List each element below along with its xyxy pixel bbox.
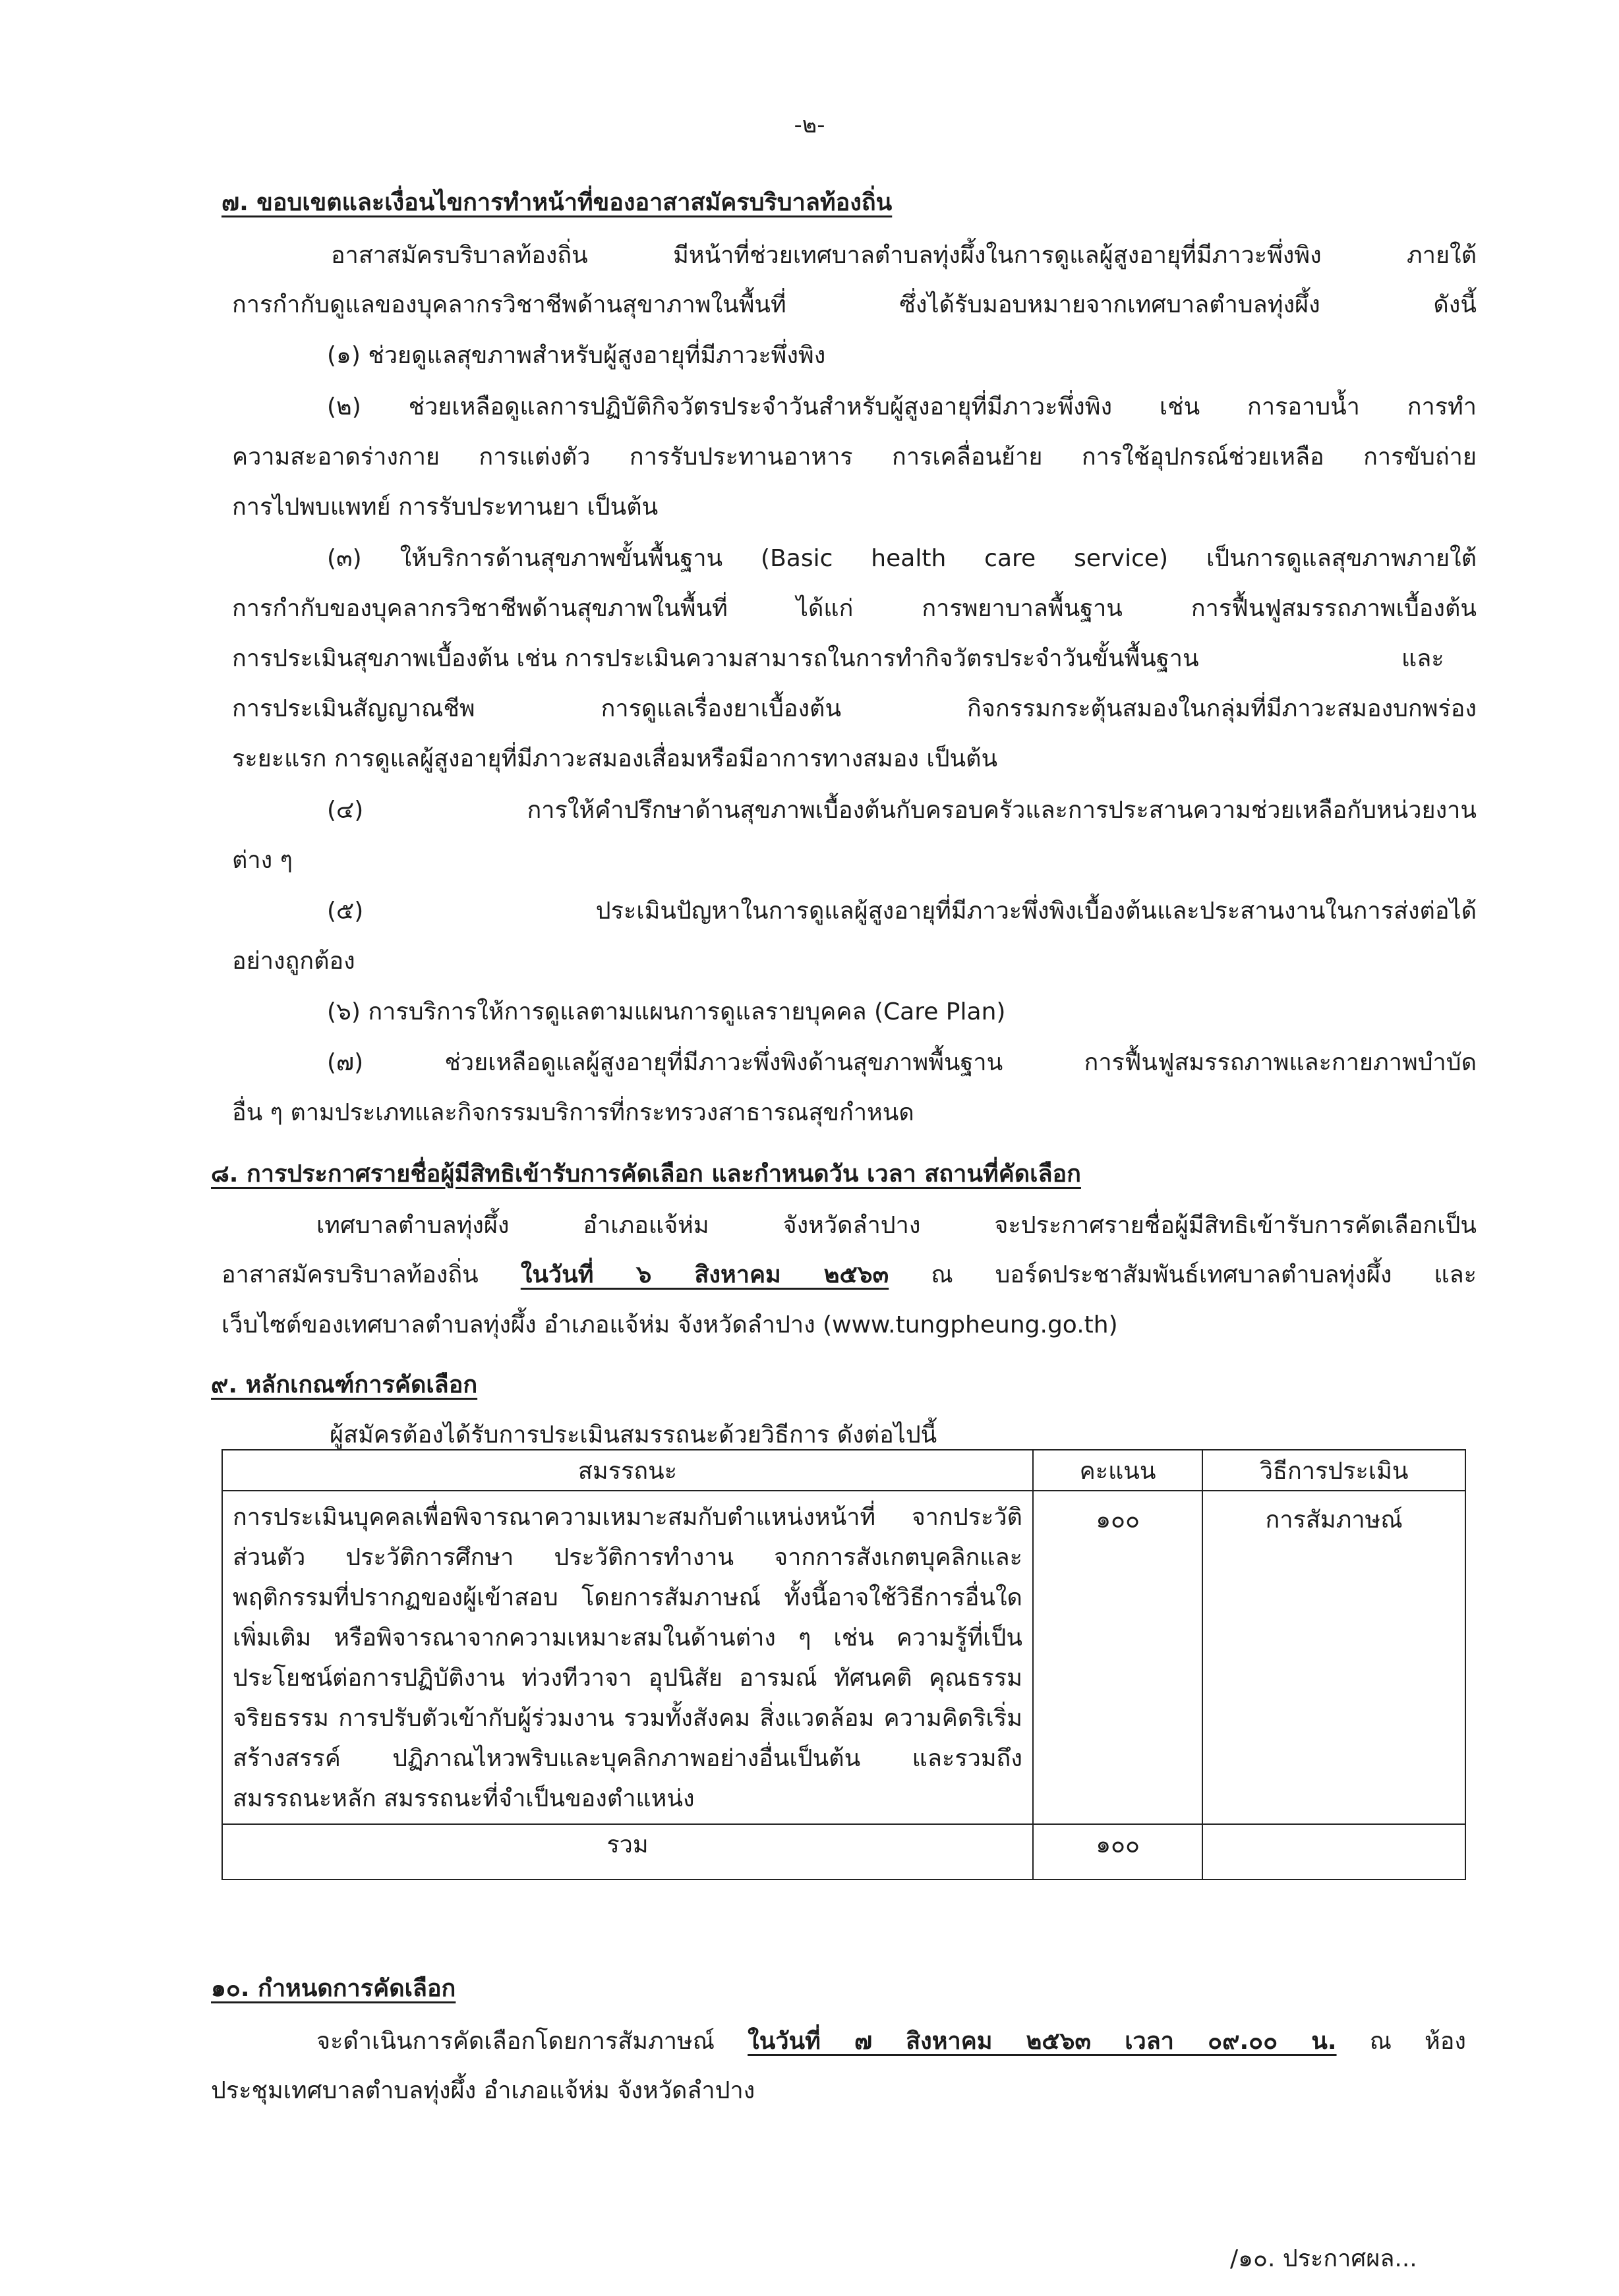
- section-10-line-2: ประชุมเทศบาลตำบลทุ่งผึ้ง อำเภอแจ้ห่ม จังหวัดลำปาง: [211, 2077, 755, 2104]
- header-method: วิธีการประเมิน: [1202, 1450, 1465, 1491]
- section-9-heading: ๙. หลักเกณฑ์การคัดเลือก: [211, 1371, 478, 1398]
- total-label: รวม: [222, 1824, 1033, 1880]
- section-7-line: ความสะอาดร่างกาย การแต่งตัว การรับประทานอาหาร การเคลื่อนย้าย การใช้อุปกรณ์ช่วยเหลือ การขับถ่าย: [232, 444, 1477, 471]
- section-8-line-2-pre: อาสาสมัครบริบาลท้องถิ่น: [221, 1261, 479, 1288]
- method-cell: การสัมภาษณ์: [1202, 1491, 1465, 1824]
- section-7-line: การกำกับดูแลของบุคลากรวิชาชีพด้านสุขาภาพในพื้นที่ ซึ่งได้รับมอบหมายจากเทศบาลตำบลทุ่งผึ้ง ดังนี้: [232, 291, 1477, 318]
- section-7-line: อย่างถูกต้อง: [232, 948, 355, 975]
- continuation-note: /๑๐. ประกาศผล...: [1230, 2245, 1417, 2272]
- competency-line: พฤติกรรมที่ปรากฏของผู้เข้าสอบ โดยการสัมภาษณ์ ทั้งนี้อาจใช้วิธีการอื่นใด: [233, 1584, 1022, 1611]
- competency-line: เพิ่มเติม หรือพิจารณาจากความเหมาะสมในด้านต่าง ๆ เช่น ความรู้ที่เป็น: [233, 1624, 1022, 1651]
- section-7-line: การประเมินสัญญาณชีพ การดูแลเรื่องยาเบื้องต้น กิจกรรมกระตุ้นสมองในกลุ่มที่มีภาวะสมองบกพร่อง: [232, 695, 1477, 722]
- section-10-line-1: [316, 2022, 1466, 2059]
- section-7-line: การกำกับของบุคลากรวิชาชีพด้านสุขภาพในพื้นที่ ได้แก่ การพยาบาลพื้นฐาน การฟื้นฟูสมรรถภาพเบื้องต้น: [232, 595, 1477, 622]
- section-7-heading: ๗. ขอบเขตและเงื่อนไขการทำหน้าที่ของอาสาสมัครบริบาลท้องถิ่น: [221, 189, 893, 216]
- section-7-item-5: (๕) ประเมินปัญหาในการดูแลผู้สูงอายุที่มีภาวะพึ่งพิงเบื้องต้นและประสานงานในการส่งต่อได้: [327, 898, 1477, 925]
- competency-description: [222, 1491, 1033, 1824]
- competency-line: ส่วนตัว ประวัติการศึกษา ประวัติการทำงาน จากการสังเกตบุคลิกและ: [233, 1544, 1022, 1571]
- section-7-item-3: (๓) ให้บริการด้านสุขภาพขั้นพื้นฐาน (Basic health care service) เป็นการดูแลสุขภาพภายใต้: [327, 545, 1477, 572]
- total-empty-cell: [1202, 1824, 1465, 1880]
- section-7-line: ระยะแรก การดูแลผู้สูงอายุที่มีภาวะสมองเสื่อมหรือมีอาการทางสมอง เป็นต้น: [232, 745, 998, 772]
- score-cell: ๑๐๐: [1033, 1491, 1202, 1824]
- section-7-item-6: (๖) การบริการให้การดูแลตามแผนการดูแลรายบุคคล (Care Plan): [327, 998, 1006, 1025]
- section-7-item-1: (๑) ช่วยดูแลสุขภาพสำหรับผู้สูงอายุที่มีภาวะพึ่งพิง: [327, 342, 826, 369]
- section-7-line: การไปพบแพทย์ การรับประทานยา เป็นต้น: [232, 494, 659, 521]
- criteria-table: [221, 1449, 1466, 1880]
- header-score: คะแนน: [1033, 1450, 1202, 1491]
- competency-line: ประโยชน์ต่อการปฏิบัติงาน ท่วงทีวาจา อุปนิสัย อารมณ์ ทัศนคติ คุณธรรม: [233, 1665, 1022, 1692]
- section-7-line: ต่าง ๆ: [232, 847, 293, 874]
- competency-line: สร้างสรรค์ ปฏิภาณไหวพริบและบุคลิกภาพอย่างอื่นเป็นต้น และรวมถึง: [233, 1745, 1022, 1772]
- section-8-line-2-post: ณ บอร์ดประชาสัมพันธ์เทศบาลตำบลทุ่งผึ้ง และ: [931, 1261, 1477, 1288]
- section-7-line-tail: และ: [1401, 645, 1444, 672]
- section-8-line-3: เว็บไซต์ของเทศบาลตำบลทุ่งผึ้ง อำเภอแจ้ห่ม จังหวัดลำปาง (www.tungpheung.go.th): [221, 1311, 1118, 1338]
- section-7-line: การประเมินสุขภาพเบื้องต้น เช่น การประเมินความสามารถในการทำกิจวัตรประจำวันขั้นพื้นฐาน: [232, 645, 1199, 672]
- section-7-item-7: (๗) ช่วยเหลือดูแลผู้สูงอายุที่มีภาวะพึ่งพิงด้านสุขภาพพื้นฐาน การฟื้นฟูสมรรถภาพและกายภาพบำบัด: [327, 1049, 1477, 1076]
- section-10-heading: ๑๐. กำหนดการคัดเลือก: [211, 1975, 456, 2002]
- announcement-date: ในวันที่ ๖ สิงหาคม ๒๕๖๓: [520, 1261, 889, 1288]
- competency-line: การประเมินบุคคลเพื่อพิจารณาความเหมาะสมกับตำแหน่งหน้าที่ จากประวัติ: [233, 1504, 1022, 1531]
- section-7-item-2: (๒) ช่วยเหลือดูแลการปฏิบัติกิจวัตรประจำวันสำหรับผู้สูงอายุที่มีภาวะพึ่งพิง เช่น การอาบน้ำ การทำ: [327, 393, 1477, 420]
- page-number: -๒-: [794, 112, 825, 138]
- section-10-line-1-pre: จะดำเนินการคัดเลือกโดยการสัมภาษณ์: [316, 2028, 715, 2055]
- section-7-item-4: (๔) การให้คำปรึกษาด้านสุขภาพเบื้องต้นกับครอบครัวและการประสานความช่วยเหลือกับหน่วยงาน: [327, 797, 1477, 824]
- header-competency: สมรรถนะ: [222, 1450, 1033, 1491]
- section-7-line: อาสาสมัครบริบาลท้องถิ่น มีหน้าที่ช่วยเทศบาลตำบลทุ่งผึ้งในการดูแลผู้สูงอายุที่มีภาวะพึ่งพิง ภายใต้: [331, 242, 1477, 269]
- competency-line: สมรรถนะหลัก สมรรถนะที่จำเป็นของตำแหน่ง: [233, 1785, 695, 1812]
- section-7-line: อื่น ๆ ตามประเภทและกิจกรรมบริการที่กระทรวงสาธารณสุขกำหนด: [232, 1099, 914, 1126]
- interview-datetime: ในวันที่ ๗ สิงหาคม ๒๕๖๓ เวลา ๐๙.๐๐ น.: [748, 2028, 1337, 2055]
- table-total-row: [222, 1824, 1465, 1880]
- section-10-line-1-post: ณ ห้อง: [1369, 2028, 1466, 2055]
- section-8-line-1: เทศบาลตำบลทุ่งผึ้ง อำเภอแจ้ห่ม จังหวัดลำปาง จะประกาศรายชื่อผู้มีสิทธิเข้ารับการคัดเลือกเป็น: [316, 1212, 1477, 1239]
- section-8-line-2: [221, 1255, 1477, 1293]
- section-8-heading: ๘. การประกาศรายชื่อผู้มีสิทธิเข้ารับการคัดเลือก และกำหนดวัน เวลา สถานที่คัดเลือก: [211, 1161, 1081, 1188]
- table-row: [222, 1491, 1465, 1824]
- competency-line: จริยธรรม การปรับตัวเข้ากับผู้ร่วมงาน รวมทั้งสังคม สิ่งแวดล้อม ความคิดริเริ่ม: [233, 1705, 1022, 1732]
- total-score: ๑๐๐: [1033, 1824, 1202, 1880]
- section-9-intro: ผู้สมัครต้องได้รับการประเมินสมรรถนะด้วยวิธีการ ดังต่อไปนี้: [330, 1421, 937, 1449]
- table-header-row: [222, 1450, 1465, 1491]
